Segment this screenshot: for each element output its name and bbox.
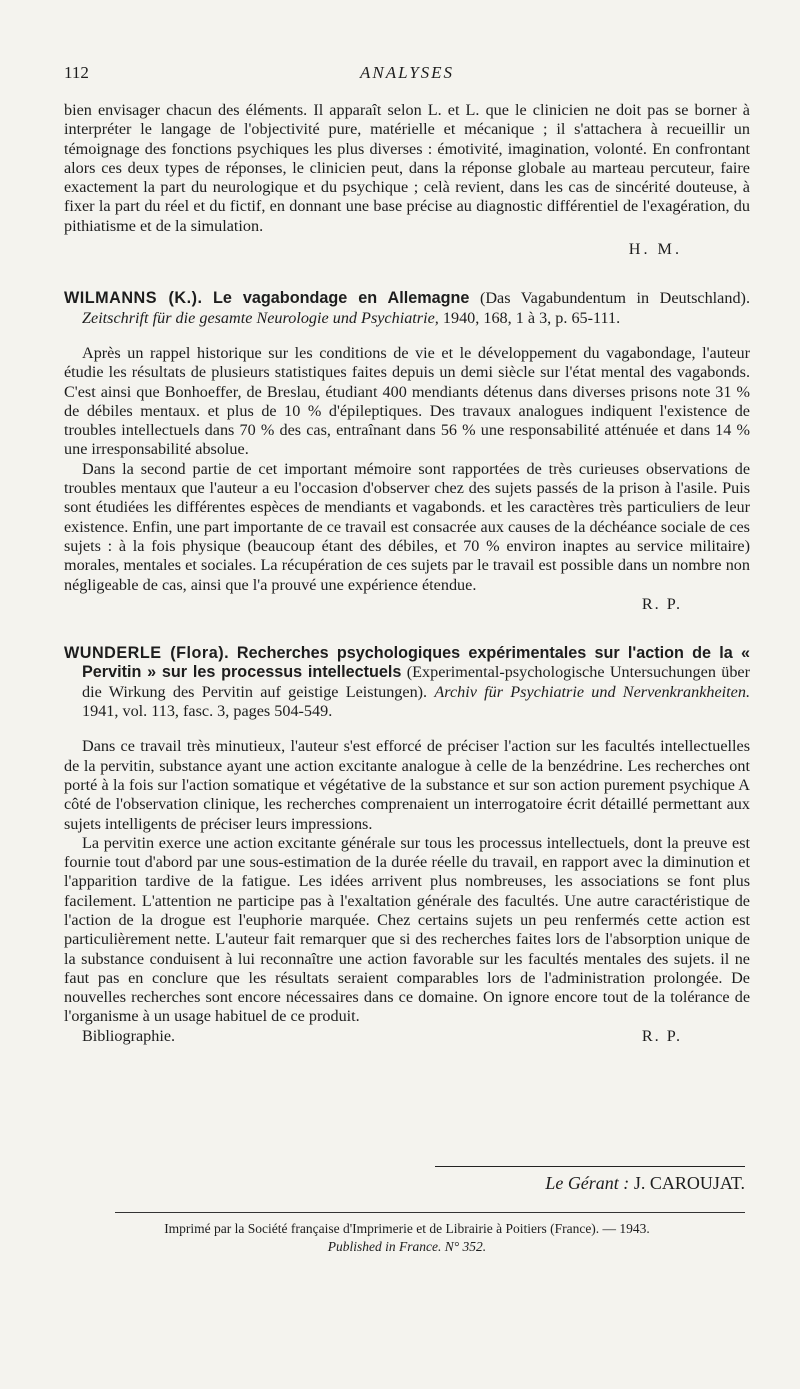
review-paragraph: Dans ce travail très minutieux, l'auteur s'est efforcé de préciser l'action sur les facultés intellectuelles de la pervitin, substance ayant une action excitante analogue à celle de la benzédrine. Les recherches ont porté à la fois sur l'action somatique et végétative de la substance et sur son action purement psychique A côté de l'observation clinique, les recherches comprenaient un interrogatoire écrit détaillé permettant aux sujets intelligents de préciser leurs impressions. [64,737,750,833]
review-author: WUNDERLE (Flora). [64,644,230,663]
page-body [64,101,750,1046]
bibliography-line [64,1027,750,1046]
published-line: Published in France. N° 352. [327,1239,487,1254]
review-signature: R. P. [641,1026,682,1045]
review-paragraph: La pervitin exerce une action excitante générale sur tous les processus intellectuels, dont la preuve est fournie tout d'abord par une sous-estimation de la durée réelle du travail, en rapport avec la diminution et l'apparition tardive de la fatigue. Les idées arrivent plus nombreuses, les associations se font plus facilement. L'attention ne participe pas à l'exaltation générale des facultés. Une autre caractéristique de l'action de la drogue est l'euphorie marquée. Chez certains sujets un peu renfermés cette action est particulièrement nette. L'auteur fait remarquer que si des recherches faites lors de l'absorption unique de la substance conduisent à lui reconnaître une action favorable sur les facultés mentales des sujets. il ne faut pas en conclure que les résultats seraient comparables lors de l'administration prolongée. De nouvelles recherches sont encore nécessaires dans ce domaine. On ignore encore tout de la tolérance de l'organisme à un usage habituel de ce produit. [64,833,750,1026]
review-original-title: (Das Vagabundentum in Deutschland). [479,289,750,308]
footer-divider [115,1212,745,1213]
page-number: 112 [64,63,89,82]
review-paragraph: Après un rappel historique sur les conditions de vie et le développement du vagabondage, l'auteur étudie les résultats de plusieurs statistiques faites depuis un demi siècle sur l'état mental des vagabonds. C'est ainsi que Bonhoeffer, de Breslau, étudiant 400 mendiants détenus dans diverses prisons note 31 % de débiles mentaux. et plus de 10 % d'épileptiques. Des travaux analogues indiquent l'existence de troubles intellectuels dans 70 % des cas, entraînant dans 56 % une responsabilité atténuée et dans 14 % une irresponsabilité absolue. [64,343,750,459]
review-journal: Zeitschrift für die gesamte Neurologie und Psychiatrie, [82,308,439,327]
review-title: Recherches psychologiques expérimentales sur l'action de la « Pervitin » sur les processus intellectuels [82,644,750,682]
imprint [64,1220,750,1256]
imprint-line: Imprimé par la Société française d'Imprimerie et de Librairie à Poitiers (France). — 1943. [164,1221,650,1236]
bibliography-label: Bibliographie. [82,1026,176,1045]
running-title: ANALYSES [359,63,455,82]
review-entry-wunderle [64,644,750,721]
page-header [64,63,750,87]
gerant-label: Le Gérant : [545,1173,630,1193]
review-citation: 1941, vol. 113, fasc. 3, pages 504-549. [82,702,333,721]
review-paragraph: Dans la second partie de cet important mémoire sont rapportées de très curieuses observations de troubles mentaux que l'auteur a eu l'occasion d'observer chez des sujets passés de la prison à l'asile. Puis sont étudiées les différentes espèces de mendiants et vagabonds. et les caractères très particuliers de leur existence. Enfin, une part importante de ce travail est consacrée aux causes de la déchéance sociale de ces sujets : à la fois physique (beaucoup étant des débiles, et 70 % environ inaptes au service militaire) morales, mentales et sociales. La récupération de ces sujets par le travail est possible dans un nombre non négligeable de cas, ainsi que l'a prouvé une expérience étendue. [64,459,750,594]
intro-signature: H. M. [628,240,682,259]
review-title: Le vagabondage en Allemagne [213,289,470,308]
review-signature: R. P. [641,594,682,613]
gerant-line [435,1166,745,1194]
review-original-title: (Experimental-psychologische Untersuchungen über die Wirkung des Pervitin auf geistige Leistungen). [82,663,750,701]
review-author: WILMANNS (K.). [64,289,203,308]
review-entry-wilmanns [64,289,750,328]
review-journal: Archiv für Psychiatrie und Nervenkrankheiten. [434,682,750,701]
gerant-name: J. CAROUJAT. [633,1173,745,1193]
review-citation: 1940, 168, 1 à 3, p. 65-111. [442,308,621,327]
intro-paragraph: bien envisager chacun des éléments. Il apparaît selon L. et L. que le clinicien ne doit pas se borner à interpréter le langage de l'objectivité pure, matérielle et mécanique ; il s'attachera à recueillir un témoignage des fonctions psychiques les plus diverses : émotivité, imagination, volonté. En confrontant alors ces deux types de réponses, le clinicien peut, dans la réponse globale au marteau percuteur, faire exactement la part du neurologique et du psychique ; celà revient, dans les cas de sincérité douteuse, à fixer la part du réel et du fictif, en donnant une base précise au diagnostic différentiel de l'exagération, du pithiatisme et de la simulation. [64,101,750,235]
